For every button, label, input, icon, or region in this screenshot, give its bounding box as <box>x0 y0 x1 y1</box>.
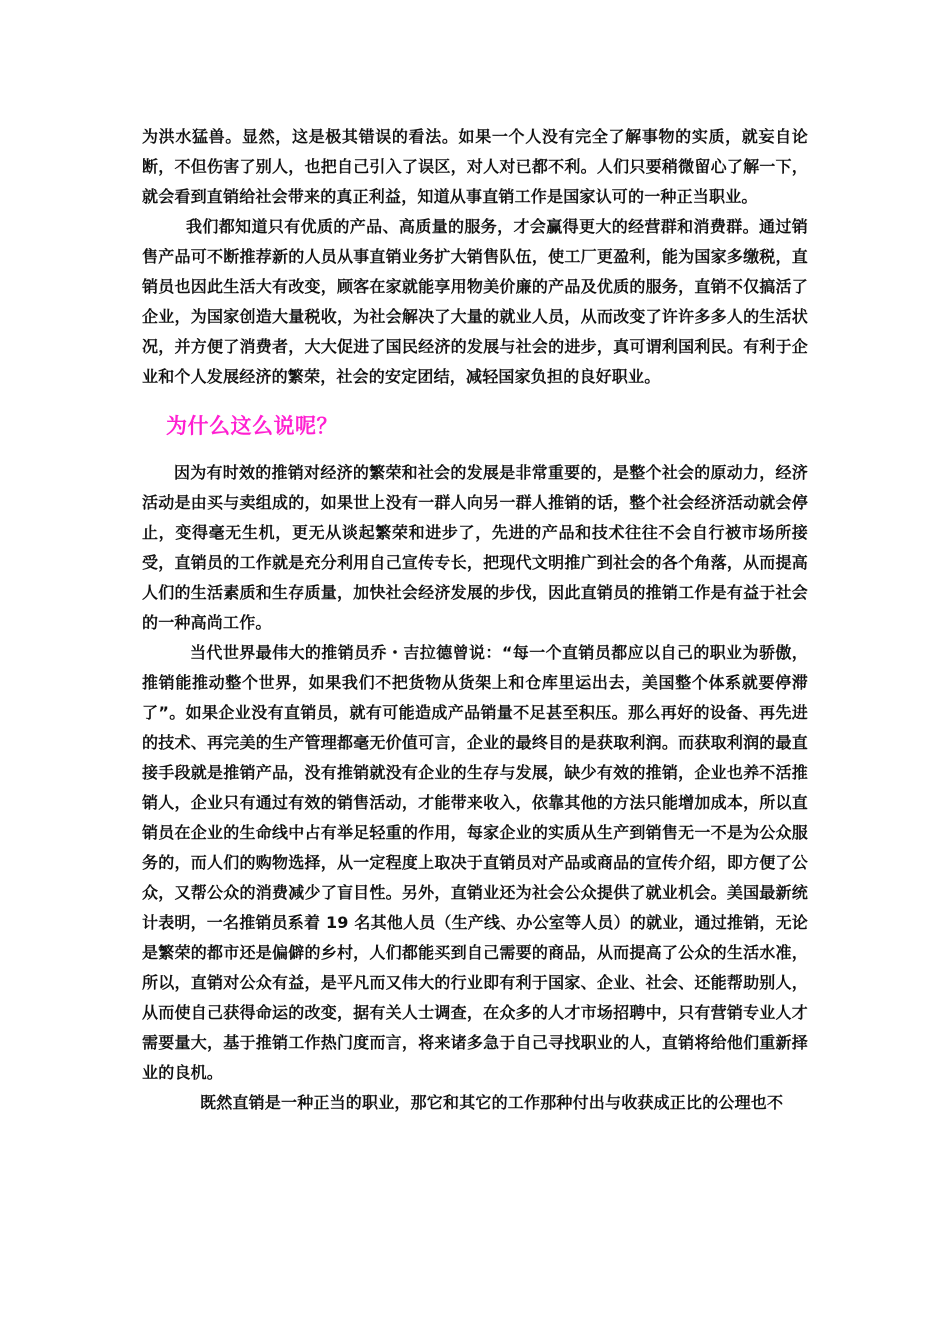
paragraph-1: 为洪水猛兽。显然，这是极其错误的看法。如果一个人没有完全了解事物的实质，就妄自论断，不但伤害了别人，也把自己引入了误区，对人对已都不利。人们只要稍微留心了解一下，就会看到直销给社会带来的真正利益，知道从事直销工作是国家认可的一种正当职业。 <box>142 127 808 206</box>
paragraph-2: 我们都知道只有优质的产品、高质量的服务，才会赢得更大的经营群和消费群。通过销售产品可不断推荐新的人员从事直销业务扩大销售队伍，使工厂更盈利，能为国家多缴税，直销员也因此生活大有改变，顾客在家就能享用物美价廉的产品及优质的服务，直销不仅搞活了企业，为国家创造大量税收，为社会解决了大量的就业人员，从而改变了许许多多人的生活状况，并方便了消费者，大大促进了国民经济的发展与社会的进步，真可谓利国利民。有利于企业和个人发展经济的繁荣，社会的安定团结，减轻国家负担的良好职业。 <box>142 217 808 386</box>
section-heading: 为什么这么说呢？ <box>166 414 338 438</box>
paragraph-4: 当代世界最伟大的推销员乔・吉拉德曾说：“每一个直销员都应以自己的职业为骄傲，推销能推动整个世界，如果我们不把货物从货架上和仓库里运出去，美国整个体系就要停滞了”。如果企业没有直销员，就有可能造成产品销量不足甚至积压。那么再好的设备、再先进的技术、再完美的生产管理都毫无价值可言，企业的最终目的是获取利润。而获取利润的最直接手段就是推销产品，没有推销就没有企业的生存与发展，缺少有效的推销，企业也养不活推销人，企业只有通过有效的销售活动，才能带来收入，依靠其他的方法只能增加成本，所以直销员在企业的生命线中占有举足轻重的作用，每家企业的实质从生产到销售无一不是为公众服务的，而人们的购物选择，从一定程度上取决于直销员对产品或商品的宣传介绍，即方便了公众，又帮公众的消费减少了盲目性。另外，直销业还为社会公众提供了就业机会。美国最新统计表明，一名推销员系着 19 名其他人员（生产线、办公室等人员）的就业，通过推销，无论是繁荣的都市还是偏僻的乡村，人们都能买到自己需要的商品，从而提高了公众的生活水准，所以，直销对公众有益，是平凡而又伟大的行业即有利于国家、企业、社会、还能帮助别人，从而使自己获得命运的改变，据有关人士调查，在众多的人才市场招聘中，只有营销专业人才需要量大，基于推销工作热门度而言，将来诸多急于自己寻找职业的人，直销将给他们重新择业的良机。 <box>142 643 809 1082</box>
paragraph-3: 因为有时效的推销对经济的繁荣和社会的发展是非常重要的，是整个社会的原动力，经济活动是由买与卖组成的，如果世上没有一群人向另一群人推销的话，整个社会经济活动就会停止，变得毫无生机，更无从谈起繁荣和进步了，先进的产品和技术往往不会自行被市场所接受，直销员的工作就是充分利用自己宣传专长，把现代文明推广到社会的各个角落，从而提高人们的生活素质和生存质量，加快社会经济发展的步伐，因此直销员的推销工作是有益于社会的一种高尚工作。 <box>142 463 808 632</box>
paragraph-5: 既然直销是一种正当的职业，那它和其它的工作那种付出与收获成正比的公理也不 <box>200 1093 784 1112</box>
document-page <box>142 122 808 1118</box>
